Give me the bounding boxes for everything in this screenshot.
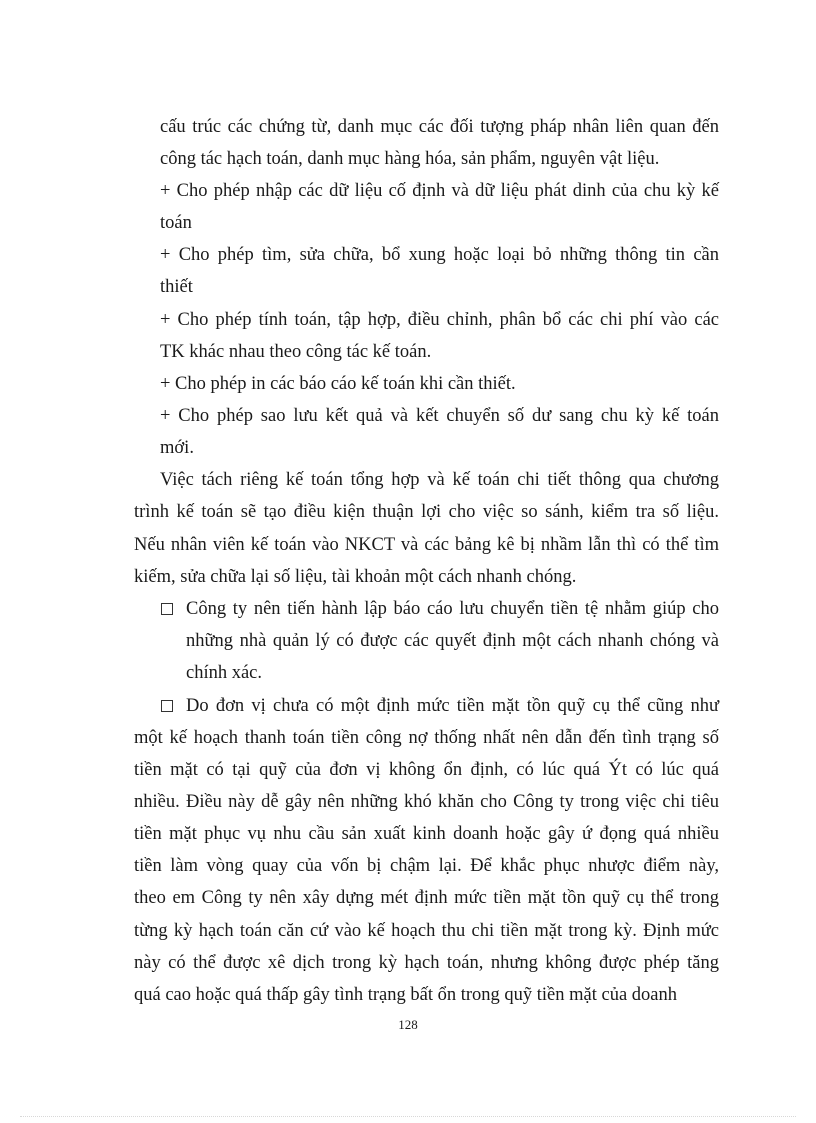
text-line: + Cho phép nhập các dữ liệu cố định và dữ liệu phát dinh của chu kỳ kế: [160, 181, 719, 201]
checkbox-bullet-icon: [161, 700, 173, 712]
text-line: những nhà quản lý có được các quyết định một cách nhanh chóng và: [186, 631, 719, 651]
text-line: công tác hạch toán, danh mục hàng hóa, sản phẩm, nguyên vật liệu.: [160, 149, 660, 169]
checkbox-bullet-icon: [161, 603, 173, 615]
text-line: kiếm, sửa chữa lại số liệu, tài khoản một cách nhanh chóng.: [134, 567, 577, 587]
text-line: một kế hoạch thanh toán tiền công nợ thống nhất nên dẫn đến tình trạng số: [134, 728, 719, 748]
text-line: theo em Công ty nên xây dựng mét định mức tiền mặt tồn quỹ cụ thể trong: [134, 888, 719, 908]
text-line: + Cho phép tính toán, tập hợp, điều chỉnh, phân bổ các chi phí vào các: [160, 310, 719, 330]
text-line: này có thể được xê dịch trong kỳ hạch toán, nhưng không được phép tăng: [134, 953, 719, 973]
text-line: cấu trúc các chứng từ, danh mục các đối tượng pháp nhân liên quan đến: [160, 117, 719, 137]
text-line: Việc tách riêng kế toán tổng hợp và kế toán chi tiết thông qua chương: [160, 470, 719, 490]
text-line: thiết: [160, 277, 193, 297]
text-line: tiền làm vòng quay của vốn bị chậm lại. Để khắc phục nhược điểm này,: [134, 856, 719, 876]
text-line: + Cho phép tìm, sửa chữa, bổ xung hoặc loại bỏ những thông tin cần: [160, 245, 719, 265]
text-line: trình kế toán sẽ tạo điều kiện thuận lợi cho việc so sánh, kiểm tra số liệu.: [134, 502, 719, 522]
page-number: 128: [398, 1017, 418, 1032]
text-line: tiền mặt có tại quỹ của đơn vị không ổn định, có lúc quá Ýt có lúc quá: [134, 760, 719, 780]
text-line: Do đơn vị chưa có một định mức tiền mặt tồn quỹ cụ thể cũng như: [186, 696, 719, 716]
text-line: + Cho phép sao lưu kết quả và kết chuyển số dư sang chu kỳ kế toán: [160, 406, 719, 426]
text-line: chính xác.: [186, 663, 263, 683]
page-bottom-divider: [20, 1116, 796, 1117]
text-line: tiền mặt phục vụ nhu cầu sản xuất kinh doanh hoặc gây ứ đọng quá nhiều: [134, 824, 719, 844]
text-line: Công ty nên tiến hành lập báo cáo lưu chuyển tiền tệ nhằm giúp cho: [186, 599, 719, 619]
text-line: từng kỳ hạch toán căn cứ vào kế hoạch thu chi tiền mặt trong kỳ. Định mức: [134, 921, 719, 941]
text-line: + Cho phép in các báo cáo kế toán khi cần thiết.: [160, 374, 516, 394]
text-line: quá cao hoặc quá thấp gây tình trạng bất ổn trong quỹ tiền mặt của doanh: [134, 985, 678, 1005]
text-line: nhiều. Điều này dễ gây nên những khó khăn cho Công ty trong việc chi tiêu: [134, 792, 719, 812]
text-line: mới.: [160, 438, 194, 458]
text-line: Nếu nhân viên kế toán vào NKCT và các bảng kê bị nhầm lẫn thì có thể tìm: [134, 535, 719, 555]
text-line: TK khác nhau theo công tác kế toán.: [160, 342, 432, 362]
text-line: toán: [160, 213, 192, 233]
